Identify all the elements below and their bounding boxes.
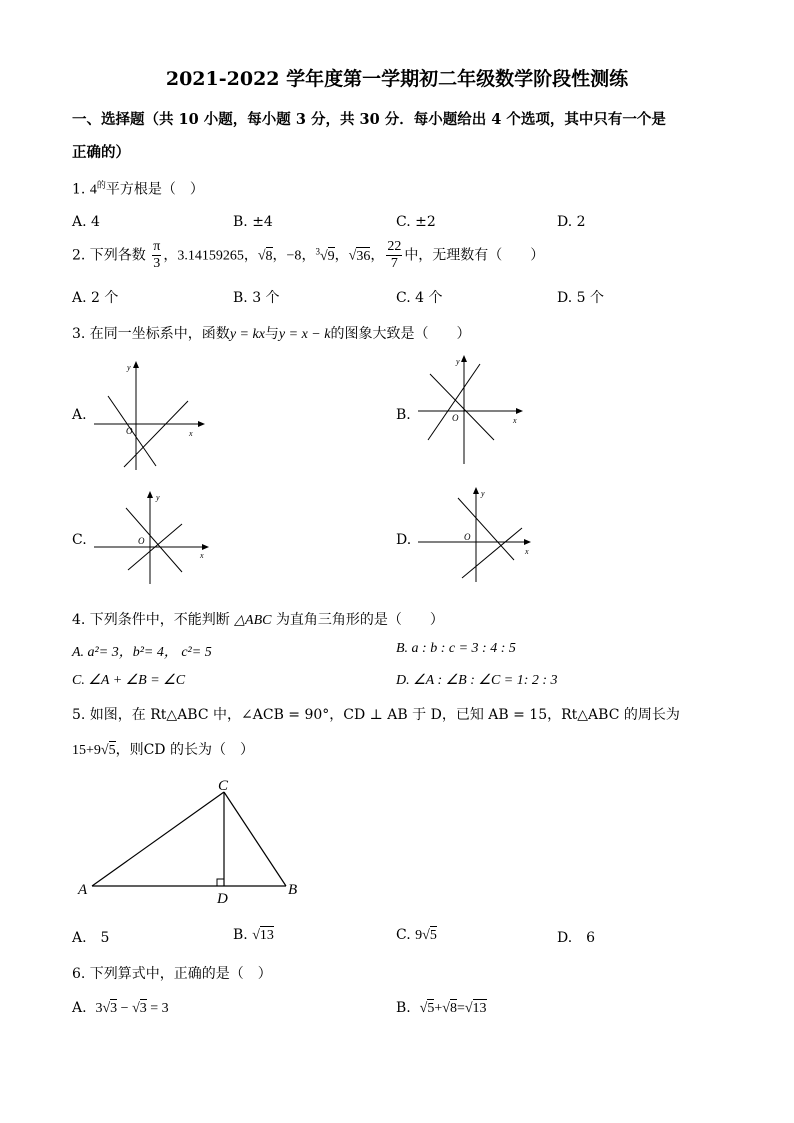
y-axis-label: y [456, 357, 460, 366]
q5-opt-b-sqrt: √13 [252, 928, 274, 943]
y-axis-label: y [481, 489, 485, 498]
q3-mid: 与 [264, 326, 279, 342]
x-axis-label: x [513, 416, 517, 425]
q5-perimeter-a: 15+9 [72, 743, 101, 758]
q5-option-d[interactable]: D. 6 [557, 930, 596, 946]
q3-label-b[interactable]: B. [396, 407, 411, 423]
origin-label: O [138, 536, 145, 546]
question-4 [72, 609, 444, 629]
q1-option-d[interactable]: D. 2 [557, 214, 586, 230]
vertex-b-label: B [288, 882, 298, 898]
q5-stem-b: ，则CD 的长为（ ） [115, 742, 254, 758]
q2-option-b[interactable]: B. 3 个 [233, 290, 280, 306]
q5-option-b[interactable]: B. √13 [233, 927, 274, 943]
q2-sqrt-8: √8 [257, 248, 273, 264]
q2-pi-den: 3 [153, 256, 161, 271]
question-5-line1: 5. 如图，在 Rt△ABC 中，∠ACB = 90°，CD ⊥ AB 于 D，已知 AB = 15，Rt△ABC 的周长为 [72, 707, 680, 723]
q1-stem: 平方根是（ ） [105, 181, 204, 198]
vertex-c-label: C [218, 778, 229, 794]
q3-graph-a[interactable] [90, 360, 210, 472]
q4-triangle: △ABC [234, 613, 272, 628]
q5-option-c[interactable]: C. 9√5 [396, 927, 437, 943]
q3-graph-b[interactable] [416, 354, 536, 466]
q2-stem-prefix: 2. 下列各数 [72, 247, 146, 264]
q2-cbrt-9: $^3$√9 [315, 245, 335, 264]
q3-stem-b: 的图象大致是（ ） [330, 326, 471, 342]
q5-option-a[interactable]: A. 5 [72, 930, 110, 946]
vertex-a-label: A [78, 882, 88, 898]
q2-stem-suffix: 中，无理数有（ ） [404, 247, 545, 264]
q1-option-a[interactable]: A. 4 [72, 214, 100, 230]
q3-graph-c[interactable] [90, 488, 214, 586]
question-5-line2 [72, 739, 254, 759]
q6-opt-a-sqrt1: √3 [102, 1001, 118, 1016]
q3-label-a[interactable]: A. [72, 407, 87, 423]
q4-stem-b: 为直角三角形的是（ ） [275, 612, 444, 628]
q4-option-c[interactable]: C. ∠A + ∠B = ∠C [72, 673, 186, 688]
q3-graph-d[interactable] [414, 486, 538, 584]
x-axis-label: x [525, 547, 529, 556]
q2-option-d[interactable]: D. 5 个 [557, 290, 604, 306]
q2-option-c[interactable]: C. 4 个 [396, 290, 443, 306]
x-axis-label: x [189, 429, 193, 438]
q6-opt-b-sqrt3: √13 [464, 1001, 487, 1016]
q5-opt-c-sqrt: √5 [422, 928, 437, 943]
question-2: 2. 下列各数 $\frac{\pi}{3}$ ，3.14159265，√8，−8，$^3$√9，√36， $\frac{22}{7}$ 中，无理数有（ ） [72, 239, 545, 271]
q3-eq1: y = kx [229, 327, 265, 342]
q6-opt-a-sqrt2: √3 [132, 1001, 147, 1016]
question-1 [72, 178, 204, 199]
q2-pi-num: π [153, 239, 161, 254]
q3-eq2: y = x − k [278, 327, 331, 342]
q1-option-b[interactable]: B. ±4 [233, 214, 273, 230]
y-axis-label: y [156, 493, 160, 502]
q6-option-a[interactable]: A. 3√3 − √3 = 3 [72, 1000, 169, 1016]
q1-option-c[interactable]: C. ±2 [396, 214, 436, 230]
page-title: 2021-2022 学年度第一学期初二年级数学阶段性测练 [165, 68, 629, 90]
q3-label-c[interactable]: C. [72, 532, 87, 548]
question-6: 6. 下列算式中，正确的是（ ） [72, 966, 272, 982]
question-number: 1. [72, 181, 86, 198]
question-3 [72, 323, 470, 343]
q4-option-a[interactable]: A. a²= 3，b²= 4， c²= 5 [72, 645, 212, 660]
q3-stem-a: 3. 在同一坐标系中，函数 [72, 326, 230, 342]
q2-root-index: 3 [315, 245, 320, 256]
origin-label: O [464, 532, 471, 542]
q4-stem-a: 4. 下列条件中，不能判断 [72, 612, 230, 628]
q4-option-b[interactable]: B. a : b : c = 3 : 4 : 5 [396, 641, 516, 656]
q2-fraction-22-7: $\frac{22}{7}$ [387, 239, 402, 271]
q1-sup-text: 的 [96, 181, 106, 191]
q1-base: 4 [89, 182, 97, 198]
origin-label: O [452, 413, 459, 423]
q2-pi-fraction [152, 240, 161, 271]
q6-option-b[interactable]: B. √5+√8=√13 [396, 1000, 487, 1016]
q2-item-neg8: −8 [286, 248, 302, 264]
q4-option-d[interactable]: D. ∠A : ∠B : ∠C = 1: 2 : 3 [396, 673, 558, 688]
y-axis-label: y [127, 363, 131, 372]
q5-sqrt-5: √5 [100, 743, 116, 758]
x-axis-label: x [200, 551, 204, 560]
q2-item-1: 3.14159265 [177, 248, 244, 264]
q5-triangle-figure [74, 772, 310, 906]
vertex-d-label: D [217, 891, 228, 906]
origin-label: O [126, 426, 133, 436]
section-heading-line1: 一、选择题（共 10 小题，每小题 3 分，共 30 分．每小题给出 4 个选项，其中只有一个是 [72, 111, 666, 128]
q2-sqrt-36: √36 [348, 248, 371, 264]
q6-opt-b-sqrt1: √5 [419, 1001, 435, 1016]
section-heading-line2: 正确的） [72, 144, 130, 161]
q2-option-a[interactable]: A. 2 个 [72, 290, 119, 306]
q6-opt-b-sqrt2: √8 [442, 1001, 457, 1016]
q3-label-d[interactable]: D. [396, 532, 412, 548]
